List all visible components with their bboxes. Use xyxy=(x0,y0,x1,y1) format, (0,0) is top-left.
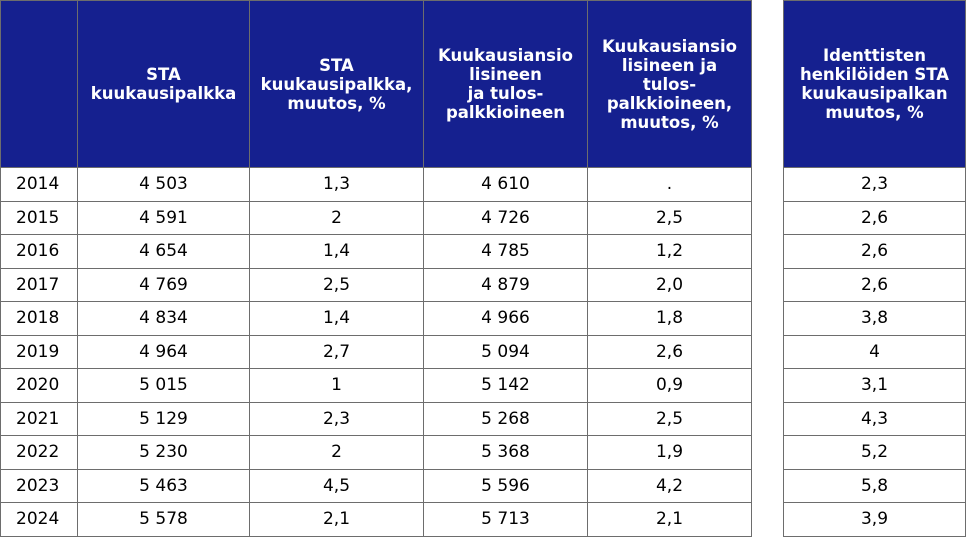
monthly-earnings-cell: 4 879 xyxy=(424,268,588,302)
sta-salary-change-cell: 2 xyxy=(250,436,424,470)
table-row xyxy=(784,235,966,269)
identical-change-cell: 4,3 xyxy=(784,402,966,436)
header-monthly-earnings: Kuukausiansio lisineen ja tulos- palkkioineen xyxy=(424,1,588,168)
year-cell: 2019 xyxy=(1,335,78,369)
table-row xyxy=(784,268,966,302)
sta-salary-cell: 5 230 xyxy=(78,436,250,470)
sta-salary-change-cell: 2,1 xyxy=(250,503,424,537)
table-row xyxy=(1,503,752,537)
table-row xyxy=(784,201,966,235)
sta-salary-cell: 4 591 xyxy=(78,201,250,235)
sta-salary-cell: 4 834 xyxy=(78,302,250,336)
year-cell: 2017 xyxy=(1,268,78,302)
table-row xyxy=(1,168,752,202)
identical-change-cell: 4 xyxy=(784,335,966,369)
year-cell: 2024 xyxy=(1,503,78,537)
table-row xyxy=(1,436,752,470)
sta-salary-change-cell: 2 xyxy=(250,201,424,235)
year-cell: 2023 xyxy=(1,469,78,503)
sta-salary-change-cell: 2,5 xyxy=(250,268,424,302)
monthly-earnings-change-cell: 2,5 xyxy=(588,201,752,235)
sta-salary-cell: 5 129 xyxy=(78,402,250,436)
year-cell: 2022 xyxy=(1,436,78,470)
monthly-earnings-cell: 4 726 xyxy=(424,201,588,235)
sta-salary-change-cell: 1 xyxy=(250,369,424,403)
identical-change-cell: 5,8 xyxy=(784,469,966,503)
table-row xyxy=(784,168,966,202)
sta-salary-change-cell: 1,4 xyxy=(250,235,424,269)
year-cell: 2020 xyxy=(1,369,78,403)
table-row xyxy=(784,402,966,436)
sta-salary-change-cell: 2,3 xyxy=(250,402,424,436)
header-monthly-earnings-change: Kuukausiansio lisineen ja tulos- palkkioineen, muutos, % xyxy=(588,1,752,168)
monthly-earnings-change-cell: 4,2 xyxy=(588,469,752,503)
monthly-earnings-cell: 5 094 xyxy=(424,335,588,369)
header-sta-salary: STA kuukausipalkka xyxy=(78,1,250,168)
sta-salary-cell: 5 463 xyxy=(78,469,250,503)
table-row xyxy=(1,302,752,336)
monthly-earnings-cell: 5 368 xyxy=(424,436,588,470)
sta-salary-change-cell: 4,5 xyxy=(250,469,424,503)
monthly-earnings-cell: 4 785 xyxy=(424,235,588,269)
table-row xyxy=(1,268,752,302)
sta-salary-cell: 4 503 xyxy=(78,168,250,202)
monthly-earnings-change-cell: 2,1 xyxy=(588,503,752,537)
table-row xyxy=(1,402,752,436)
identical-change-cell: 3,1 xyxy=(784,369,966,403)
year-cell: 2015 xyxy=(1,201,78,235)
monthly-earnings-cell: 4 966 xyxy=(424,302,588,336)
year-cell: 2018 xyxy=(1,302,78,336)
table-row xyxy=(784,302,966,336)
identical-change-cell: 2,6 xyxy=(784,201,966,235)
sta-salary-change-cell: 1,4 xyxy=(250,302,424,336)
table-row xyxy=(1,469,752,503)
identical-change-cell: 2,3 xyxy=(784,168,966,202)
identical-persons-table-body xyxy=(784,168,966,537)
table-row xyxy=(1,369,752,403)
sta-salary-cell: 5 015 xyxy=(78,369,250,403)
identical-change-cell: 3,8 xyxy=(784,302,966,336)
header-sta-salary-change: STA kuukausipalkka, muutos, % xyxy=(250,1,424,168)
table-row xyxy=(1,201,752,235)
monthly-earnings-change-cell: . xyxy=(588,168,752,202)
monthly-earnings-change-cell: 1,2 xyxy=(588,235,752,269)
sta-salary-cell: 4 654 xyxy=(78,235,250,269)
monthly-earnings-change-cell: 1,9 xyxy=(588,436,752,470)
monthly-earnings-change-cell: 2,5 xyxy=(588,402,752,436)
header-row xyxy=(784,1,966,168)
table-row xyxy=(1,335,752,369)
monthly-earnings-cell: 5 713 xyxy=(424,503,588,537)
identical-persons-table xyxy=(783,0,966,537)
monthly-earnings-change-cell: 2,6 xyxy=(588,335,752,369)
year-cell: 2014 xyxy=(1,168,78,202)
identical-change-cell: 3,9 xyxy=(784,503,966,537)
table-row xyxy=(784,436,966,470)
wage-table-body xyxy=(1,168,752,537)
monthly-earnings-change-cell: 2,0 xyxy=(588,268,752,302)
table-row xyxy=(1,235,752,269)
header-identical-change: Identtisten henkilöiden STA kuukausipalkan muutos, % xyxy=(784,1,966,168)
year-cell: 2016 xyxy=(1,235,78,269)
sta-salary-cell: 4 964 xyxy=(78,335,250,369)
identical-change-cell: 2,6 xyxy=(784,268,966,302)
sta-salary-change-cell: 1,3 xyxy=(250,168,424,202)
year-cell: 2021 xyxy=(1,402,78,436)
header-row xyxy=(1,1,752,168)
monthly-earnings-cell: 5 268 xyxy=(424,402,588,436)
monthly-earnings-change-cell: 0,9 xyxy=(588,369,752,403)
table-row xyxy=(784,369,966,403)
sta-salary-cell: 5 578 xyxy=(78,503,250,537)
sta-salary-change-cell: 2,7 xyxy=(250,335,424,369)
header-year xyxy=(1,1,78,168)
monthly-earnings-cell: 4 610 xyxy=(424,168,588,202)
sta-salary-cell: 4 769 xyxy=(78,268,250,302)
identical-change-cell: 5,2 xyxy=(784,436,966,470)
identical-change-cell: 2,6 xyxy=(784,235,966,269)
monthly-earnings-cell: 5 142 xyxy=(424,369,588,403)
monthly-earnings-cell: 5 596 xyxy=(424,469,588,503)
table-row xyxy=(784,469,966,503)
table-row xyxy=(784,503,966,537)
table-row xyxy=(784,335,966,369)
monthly-earnings-change-cell: 1,8 xyxy=(588,302,752,336)
